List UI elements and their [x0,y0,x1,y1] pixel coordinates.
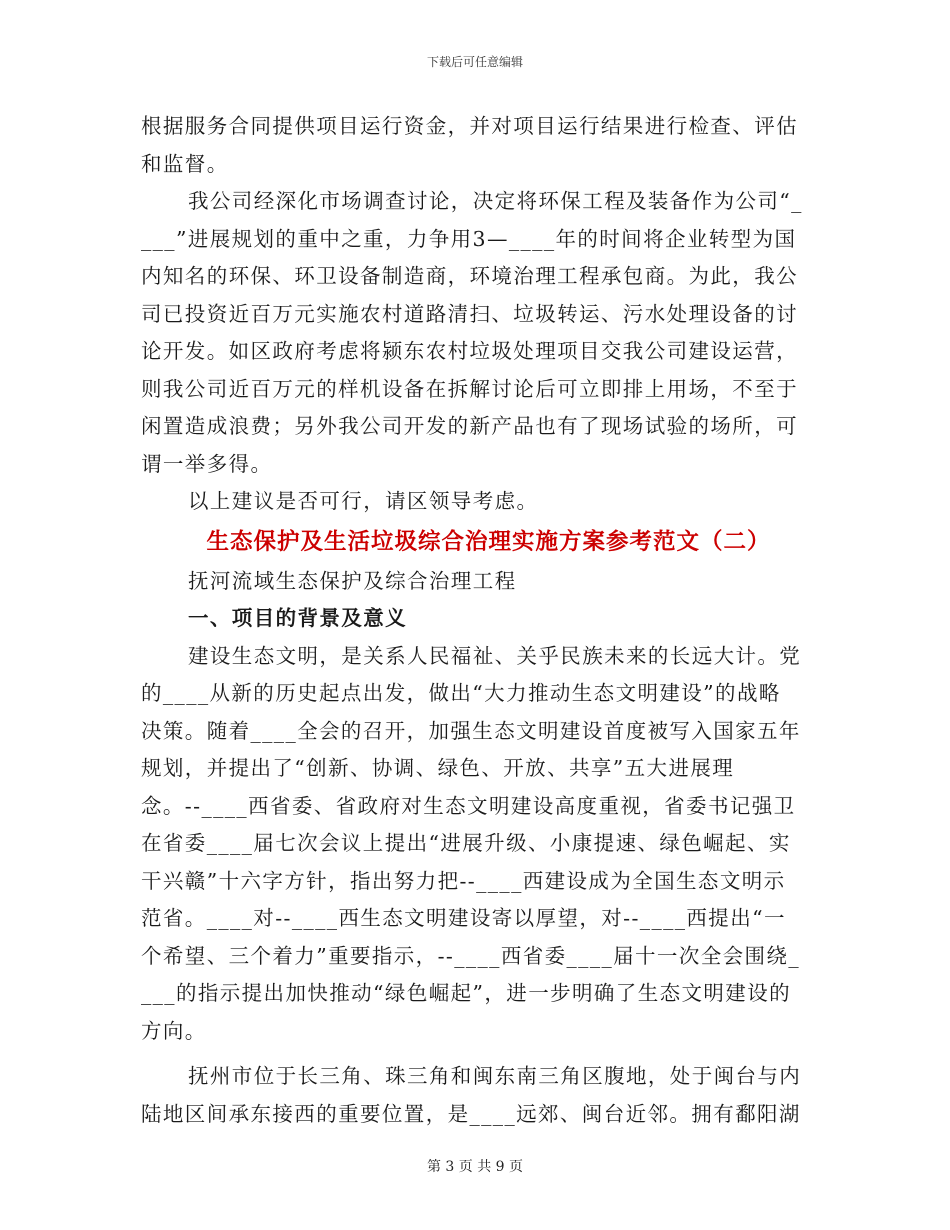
page-footer: 第 3 页 共 9 页 [426,1159,524,1175]
paragraph-line: 以上建议是否可行，请区领导考虑。 [188,489,539,513]
paragraph-line: 建设生态文明，是关系人民福祉、关乎民族未来的长远大计。党 [188,643,802,668]
paragraph-line: ___”进展规划的重中之重，力争用3—____年的时间将企业转型为国 [141,226,797,251]
paragraph-line: 内知名的环保、环卫设备制造商，环境治理工程承包商。为此，我公 [141,264,798,288]
paragraph-line: 个希望、三个着力”重要指示，--____西省委____届十一次全会围绕_ [141,943,800,968]
paragraph-line: ___的指示提出加快推动“绿色崛起”，进一步明确了生态文明建设的 [141,981,792,1005]
paragraph-line: 决策。随着____全会的召开，加强生态文明建设首度被写入国家五年 [141,718,801,743]
page-header: 下载后可任意编辑 [426,55,523,69]
paragraph-line: 在省委____届七次会议上提出“进展升级、小康提速、绿色崛起、实 [141,831,791,855]
paragraph-line: 我公司经深化市场调查讨论，决定将环保工程及装备作为公司“_ [188,189,803,213]
paragraph-line: 范省。____对--____西生态文明建设寄以厚望，对--____西提出“一 [141,906,786,930]
paragraph-line: 闲置造成浪费；另外我公司开发的新产品也有了现场试验的场所，可 [141,414,798,438]
paragraph-line: 抚州市位于长三角、珠三角和闽东南三角区腹地，处于闽台与内 [188,1064,802,1088]
paragraph-line: 谓一举多得。 [141,451,273,476]
paragraph-line: 和监督。 [141,151,229,176]
document-body [141,108,806,1133]
paragraph-line: 规划，并提出了“创新、协调、绿色、开放、共享”五大进展理 [141,756,735,780]
paragraph-line: 陆地区间承东接西的重要位置，是____远郊、闽台近邻。拥有鄱阳湖 [141,1101,801,1126]
paragraph-line: 干兴赣”十六字方针，指出努力把--____西建设成为全国生态文明示 [141,868,786,893]
paragraph-line: 念。--____西省委、省政府对生态文明建设高度重视，省委书记强卫 [141,793,796,818]
section-title: 生态保护及生活垃圾综合治理实施方案参考范文（二） [206,528,771,555]
paragraph-line: 司已投资近百万元实施农村道路清扫、垃圾转运、污水处理设备的讨 [141,301,798,326]
section-heading: 一、项目的背景及意义 [188,606,407,630]
paragraph-line: 论开发。如区政府考虑将颍东农村垃圾处理项目交我公司建设运营， [141,339,798,363]
paragraph-line: 的____从新的历史起点出发，做出“大力推动生态文明建设”的战略 [141,681,781,705]
paragraph-line: 根据服务合同提供项目运行资金，并对项目运行结果进行检查、评估 [141,114,798,138]
paragraph-gap [141,1050,806,1058]
subtitle: 抚河流域生态保护及综合治理工程 [188,568,517,593]
paragraph-line: 则我公司近百万元的样机设备在拆解讨论后可立即排上用场，不至于 [141,376,798,401]
paragraph-line: 方向。 [141,1018,207,1043]
